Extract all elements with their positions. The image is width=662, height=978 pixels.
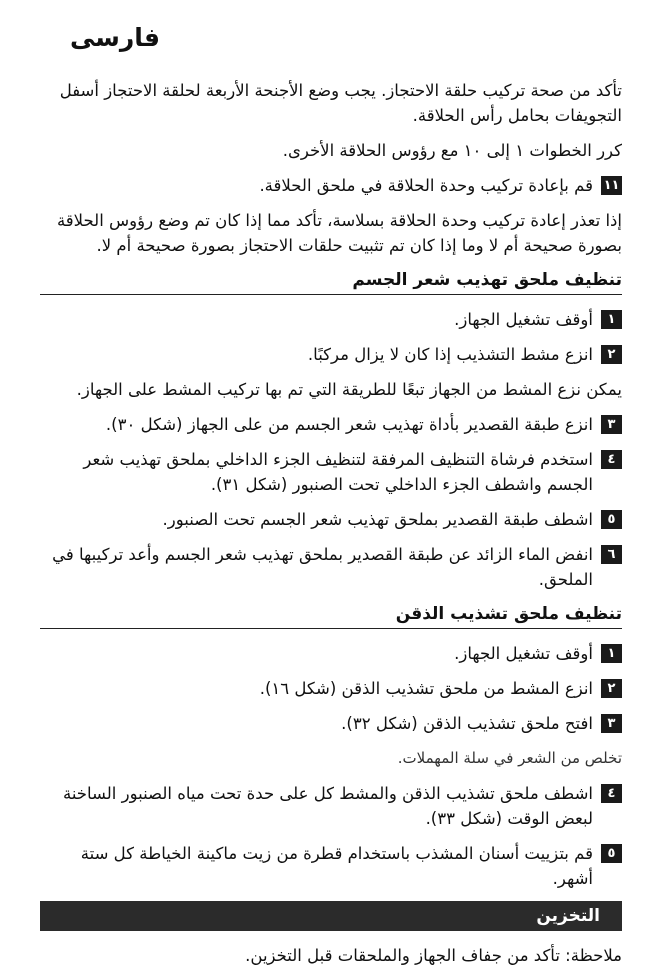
body-trimmer-step-5 [40, 507, 622, 532]
step-text: استخدم فرشاة التنظیف المرفقة لتنظیف الجزء الداخلي بملحق تهذیب شعر الجسم واشطف الجزء الداخلي تحت الصنبور (شکل ٣١). [83, 450, 593, 494]
step-text: اشطف ملحق تشذیب الذقن والمشط کل على حدة تحت میاه الصنبور الساخنة لبعض الوقت (شکل ٣٣). [62, 784, 593, 828]
step-number: ١ [601, 310, 622, 329]
intro-paragraph: تأکد من صحة ترکیب حلقة الاحتجاز. یجب وضع الأجنحة الأربعة لحلقة الاحتجاز أسفل التجویفات بحامل رأس الحلاقة. [59, 81, 622, 125]
beard-trimmer-step-4 [40, 781, 622, 831]
section-heading-storage: التخزین [40, 901, 622, 931]
step-number: ٣ [601, 714, 622, 733]
dispose-hair-note: تخلص من الشعر في سلة المهملات. [397, 749, 622, 767]
step-text: أوقف تشغیل الجهاز. [454, 644, 593, 663]
beard-trimmer-step-2 [40, 676, 622, 701]
step-number: ٦ [601, 545, 622, 564]
step-number: ٥ [601, 510, 622, 529]
step-text: قم بإعادة ترکیب وحدة الحلاقة في ملحق الحلاقة. [259, 176, 593, 195]
step-text: قم بتزییت أسنان المشذب باستخدام قطرة من زیت ماکینة الخیاطة کل ستة أشهر. [80, 844, 593, 888]
body-trimmer-step-6 [40, 542, 622, 592]
repeat-steps-paragraph: کرر الخطوات ١ إلى ١٠ مع رؤوس الحلاقة الأخرى. [282, 141, 622, 160]
body-trimmer-step-2 [40, 342, 622, 367]
beard-trimmer-step-1 [40, 641, 622, 666]
step-number: ٢ [601, 345, 622, 364]
beard-trimmer-step-5 [40, 841, 622, 891]
step-text: انفض الماء الزائد عن طبقة القصدیر بملحق تهذیب شعر الجسم وأعد ترکیبها في الملحق. [52, 545, 593, 589]
step-number: ١١ [601, 176, 622, 195]
content-body [40, 78, 622, 978]
step-number: ٣ [601, 415, 622, 434]
step-text: انزع طبقة القصدیر بأداة تهذیب شعر الجسم من على الجهاز (شکل ٣٠). [105, 415, 593, 434]
step-text: افتح ملحق تشذیب الذقن (شکل ٣٢). [341, 714, 593, 733]
storage-note: ملاحظة: تأکد من جفاف الجهاز والملحقات قبل التخزین. [245, 946, 622, 965]
step-text: اشطف طبقة القصدیر بملحق تهذیب شعر الجسم تحت الصنبور. [162, 510, 593, 529]
section-heading-body-trimmer: تنظیف ملحق تهذیب شعر الجسم [40, 268, 622, 295]
step-number: ١ [601, 644, 622, 663]
step-text: انزع المشط من ملحق تشذیب الذقن (شکل ١٦). [259, 679, 593, 698]
step-text: أوقف تشغیل الجهاز. [454, 310, 593, 329]
reassembly-note: إذا تعذر إعادة ترکیب وحدة الحلاقة بسلاسة، تأکد مما إذا کان تم وضع رؤوس الحلاقة بصورة صحیحة أم لا وما إذا کان تم تثبیت حلقات الاحتجاز بصورة صحیحة أم لا. [56, 211, 622, 255]
section-heading-beard-trimmer: تنظیف ملحق تشذیب الذقن [40, 602, 622, 629]
step-number: ٢ [601, 679, 622, 698]
step-text: انزع مشط التشذیب إذا کان لا یزال مرکبًا. [307, 345, 593, 364]
step-number: ٥ [601, 844, 622, 863]
body-trimmer-step-4 [40, 447, 622, 497]
step-number: ٤ [601, 784, 622, 803]
beard-trimmer-step-3 [40, 711, 622, 736]
body-trimmer-step-3 [40, 412, 622, 437]
step-number: ٤ [601, 450, 622, 469]
comb-removal-note: یمکن نزع المشط من الجهاز تبعًا للطریقة التي تم بها ترکیب المشط على الجهاز. [76, 380, 622, 399]
language-title: فارسی [70, 23, 161, 52]
step-11 [40, 173, 622, 198]
body-trimmer-step-1 [40, 307, 622, 332]
